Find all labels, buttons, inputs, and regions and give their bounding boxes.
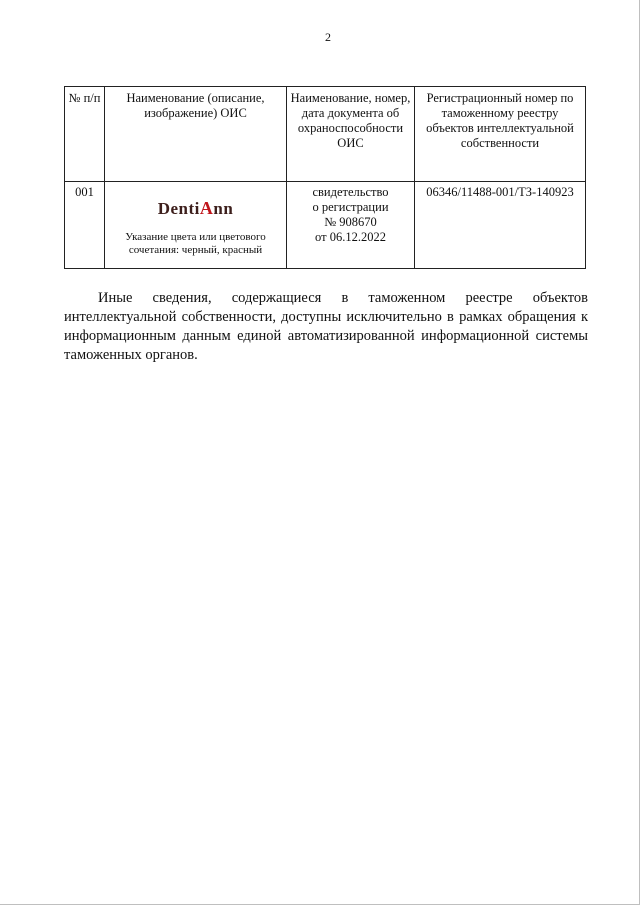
registry-number: 06346/11488-001/ТЗ-140923 [415, 182, 586, 269]
document-line: от 06.12.2022 [315, 230, 386, 244]
logo-text-part1: Denti [157, 199, 200, 218]
row-number: 001 [65, 182, 105, 269]
document-line: № 908670 [324, 215, 377, 229]
page-number: 2 [325, 30, 331, 44]
trademark-cell [105, 182, 287, 269]
document-line: о регистрации [312, 200, 389, 214]
header-registry-number: Регистрационный номер по таможенному реестру объектов интеллектуальной собственности [415, 87, 586, 182]
header-name: Наименование (описание, изображение) ОИС [105, 87, 287, 182]
document-cell [287, 182, 415, 269]
closing-paragraph: Иные сведения, содержащиеся в таможенном реестре объектов интеллектуальной собственности, доступны исключительно в рамках обращения к информационным данным единой автоматизированной информационной системы таможенных органов. [64, 289, 588, 363]
table-row [65, 182, 586, 269]
document-line: свидетельство [312, 185, 389, 199]
logo-text-accent: A [199, 198, 214, 218]
table-header-row [65, 87, 586, 182]
trademark-logo [108, 198, 283, 218]
logo-text-part2: nn [213, 199, 234, 218]
header-number: № п/п [65, 87, 105, 182]
color-note: Указание цвета или цветового сочетания: черный, красный [125, 231, 266, 256]
header-document: Наименование, номер, дата документа об охраноспособности ОИС [287, 87, 415, 182]
ois-table [64, 86, 586, 269]
